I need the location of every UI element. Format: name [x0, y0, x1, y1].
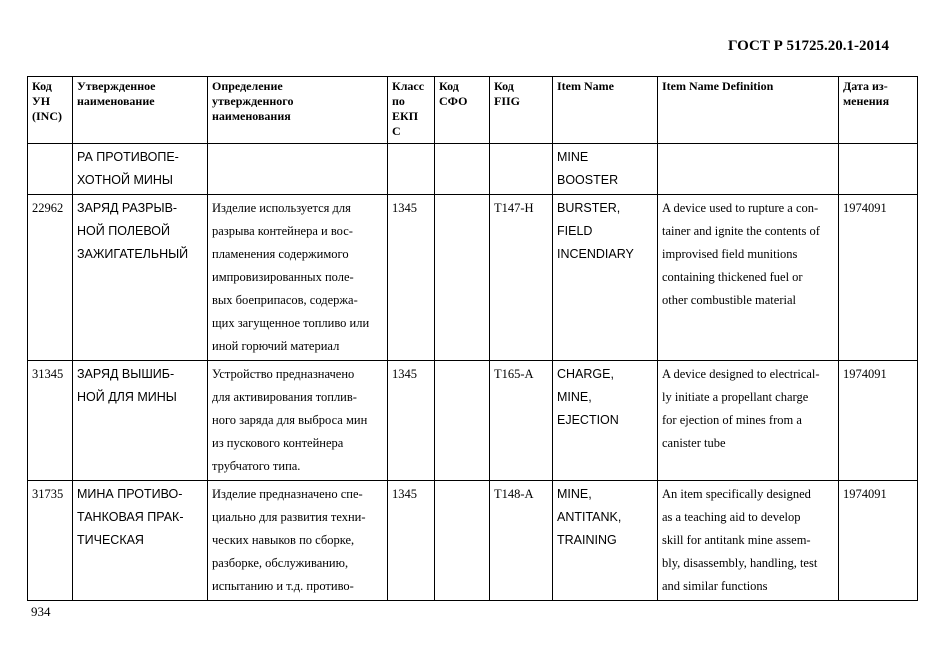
inc-code-cell [28, 481, 73, 601]
inc-code-cell [28, 195, 73, 361]
col-fiig-code [490, 77, 553, 144]
cell-text-line: НОЙ ДЛЯ МИНЫ [77, 390, 177, 404]
cell-text-line: разрыва контейнера и вос- [212, 224, 353, 238]
sfo-cell [435, 361, 490, 481]
class-cell [388, 195, 435, 361]
cell-text-line: CHARGE, [557, 367, 614, 381]
cell-text-line: A device used to rupture a con- [662, 201, 819, 215]
item-name-cell [553, 361, 658, 481]
table-header-row [28, 77, 918, 144]
col-name-definition [208, 77, 388, 144]
cell-text-line: bly, disassembly, handling, test [662, 556, 818, 570]
item-definition-cell [658, 481, 839, 601]
col-code-inc [28, 77, 73, 144]
cell-text-line: tainer and ignite the contents of [662, 224, 820, 238]
cell-text-line: An item specifically designed [662, 487, 811, 501]
cell-text-line: as a teaching aid to develop [662, 510, 801, 524]
item-name-cell [553, 481, 658, 601]
cell-text-line: ЗАРЯД РАЗРЫВ- [77, 201, 178, 215]
header-text: FIIG [494, 94, 521, 108]
cell-text-line: improvised field munitions [662, 247, 798, 261]
cell-text-line: EJECTION [557, 413, 619, 427]
cell-text-line: ly initiate a propellant charge [662, 390, 809, 404]
cell-text-line: 1974091 [843, 487, 887, 501]
header-text: Код [494, 79, 514, 93]
cell-text-line: иной горючий материал [212, 339, 340, 353]
cell-text-line: ЗАЖИГАТЕЛЬНЫЙ [77, 247, 189, 261]
page-number: 934 [31, 604, 51, 619]
header-text: Класс [392, 79, 425, 93]
cell-text-line: 1974091 [843, 201, 887, 215]
header-text: С [392, 124, 401, 138]
fiig-cell [490, 481, 553, 601]
header-text: утвержденного [212, 94, 294, 108]
definition-cell [208, 195, 388, 361]
fiig-cell [490, 195, 553, 361]
col-item-name [553, 77, 658, 144]
cell-text-line: ТИЧЕСКАЯ [77, 533, 144, 547]
approved-name-cell [73, 361, 208, 481]
cell-text-line: испытанию и т.д. противо- [212, 579, 354, 593]
definition-cell [208, 361, 388, 481]
cell-text-line: T148-A [494, 487, 534, 501]
cell-text-line: MINE, [557, 390, 592, 404]
header-text: наименование [77, 94, 155, 108]
cell-text-line: T165-A [494, 367, 534, 381]
cell-text-line: for ejection of mines from a [662, 413, 802, 427]
sfo-cell [435, 195, 490, 361]
cell-text-line: импровизированных поле- [212, 270, 354, 284]
cell-text-line: INCENDIARY [557, 247, 634, 261]
approved-name-cell [73, 481, 208, 601]
definition-cell [208, 481, 388, 601]
header-text: Определение [212, 79, 283, 93]
cell-text-line: 1345 [392, 201, 417, 215]
sfo-cell [435, 481, 490, 601]
cell-text-line: canister tube [662, 436, 726, 450]
fiig-cell [490, 144, 553, 195]
table-row [28, 361, 918, 481]
class-cell [388, 144, 435, 195]
header-text: Item Name [557, 79, 614, 93]
cell-text-line: циально для развития техни- [212, 510, 366, 524]
cell-text-line: ЗАРЯД ВЫШИБ- [77, 367, 175, 381]
header-text: по [392, 94, 405, 108]
col-change-date [839, 77, 918, 144]
cell-text-line: Изделие предназначено спе- [212, 487, 363, 501]
date-cell [839, 144, 918, 195]
cell-text-line: ного заряда для выброса мин [212, 413, 368, 427]
cell-text-line: TRAINING [557, 533, 617, 547]
cell-text-line: BOOSTER [557, 173, 619, 187]
cell-text-line: MINE, [557, 487, 592, 501]
date-cell [839, 195, 918, 361]
table-body [28, 144, 918, 601]
classification-table [27, 76, 918, 601]
col-approved-name [73, 77, 208, 144]
cell-text-line: 22962 [32, 201, 64, 215]
col-sfo-code [435, 77, 490, 144]
fiig-cell [490, 361, 553, 481]
cell-text-line: из пускового контейнера [212, 436, 344, 450]
table-row [28, 144, 918, 195]
header-text: (INC) [32, 109, 62, 123]
item-name-cell [553, 195, 658, 361]
col-ekps-class [388, 77, 435, 144]
item-definition-cell [658, 144, 839, 195]
standard-header: ГОСТ Р 51725.20.1-2014 [727, 38, 889, 54]
sfo-cell [435, 144, 490, 195]
item-name-cell [553, 144, 658, 195]
cell-text-line: пламенения содержимого [212, 247, 349, 261]
cell-text-line: A device designed to electrical- [662, 367, 820, 381]
class-cell [388, 361, 435, 481]
cell-text-line: T147-H [494, 201, 534, 215]
cell-text-line: 31345 [32, 367, 64, 381]
header-text: менения [843, 94, 890, 108]
class-cell [388, 481, 435, 601]
cell-text-line: BURSTER, [557, 201, 621, 215]
cell-text-line: МИНА ПРОТИВО- [77, 487, 183, 501]
definition-cell [208, 144, 388, 195]
inc-code-cell [28, 361, 73, 481]
cell-text-line: НОЙ ПОЛЕВОЙ [77, 224, 170, 238]
cell-text-line: skill for antitank mine assem- [662, 533, 811, 547]
cell-text-line: Изделие используется для [212, 201, 351, 215]
cell-text-line: разборке, обслуживанию, [212, 556, 349, 570]
table-row [28, 481, 918, 601]
cell-text-line: трубчатого типа. [212, 459, 301, 473]
cell-text-line: containing thickened fuel or [662, 270, 803, 284]
header-text: ЕКП [392, 109, 419, 123]
approved-name-cell [73, 195, 208, 361]
cell-text-line: ТАНКОВАЯ ПРАК- [77, 510, 184, 524]
header-text: Утвержденное [77, 79, 156, 93]
cell-text-line: вых боеприпасов, содержа- [212, 293, 358, 307]
cell-text-line: РА ПРОТИВОПЕ- [77, 150, 179, 164]
cell-text-line: 1345 [392, 367, 417, 381]
inc-code-cell [28, 144, 73, 195]
cell-text-line: MINE [557, 150, 589, 164]
cell-text-line: 1345 [392, 487, 417, 501]
cell-text-line: ческих навыков по сборке, [212, 533, 355, 547]
cell-text-line: FIELD [557, 224, 593, 238]
cell-text-line: щих загущенное топливо или [212, 316, 370, 330]
item-definition-cell [658, 195, 839, 361]
date-cell [839, 361, 918, 481]
header-text: СФО [439, 94, 468, 108]
approved-name-cell [73, 144, 208, 195]
header-text: Код [32, 79, 52, 93]
table-row [28, 195, 918, 361]
cell-text-line: для активирования топлив- [212, 390, 357, 404]
header-text: Дата из- [843, 79, 888, 93]
item-definition-cell [658, 361, 839, 481]
cell-text-line: Устройство предназначено [212, 367, 355, 381]
header-text: Код [439, 79, 459, 93]
cell-text-line: ХОТНОЙ МИНЫ [77, 173, 173, 187]
header-text: Item Name Definition [662, 79, 774, 93]
header-text: наименования [212, 109, 291, 123]
cell-text-line: 31735 [32, 487, 64, 501]
cell-text-line: and similar functions [662, 579, 768, 593]
cell-text-line: other combustible material [662, 293, 796, 307]
cell-text-line: 1974091 [843, 367, 887, 381]
col-item-name-definition [658, 77, 839, 144]
date-cell [839, 481, 918, 601]
header-text: УН [32, 94, 51, 108]
cell-text-line: ANTITANK, [557, 510, 622, 524]
